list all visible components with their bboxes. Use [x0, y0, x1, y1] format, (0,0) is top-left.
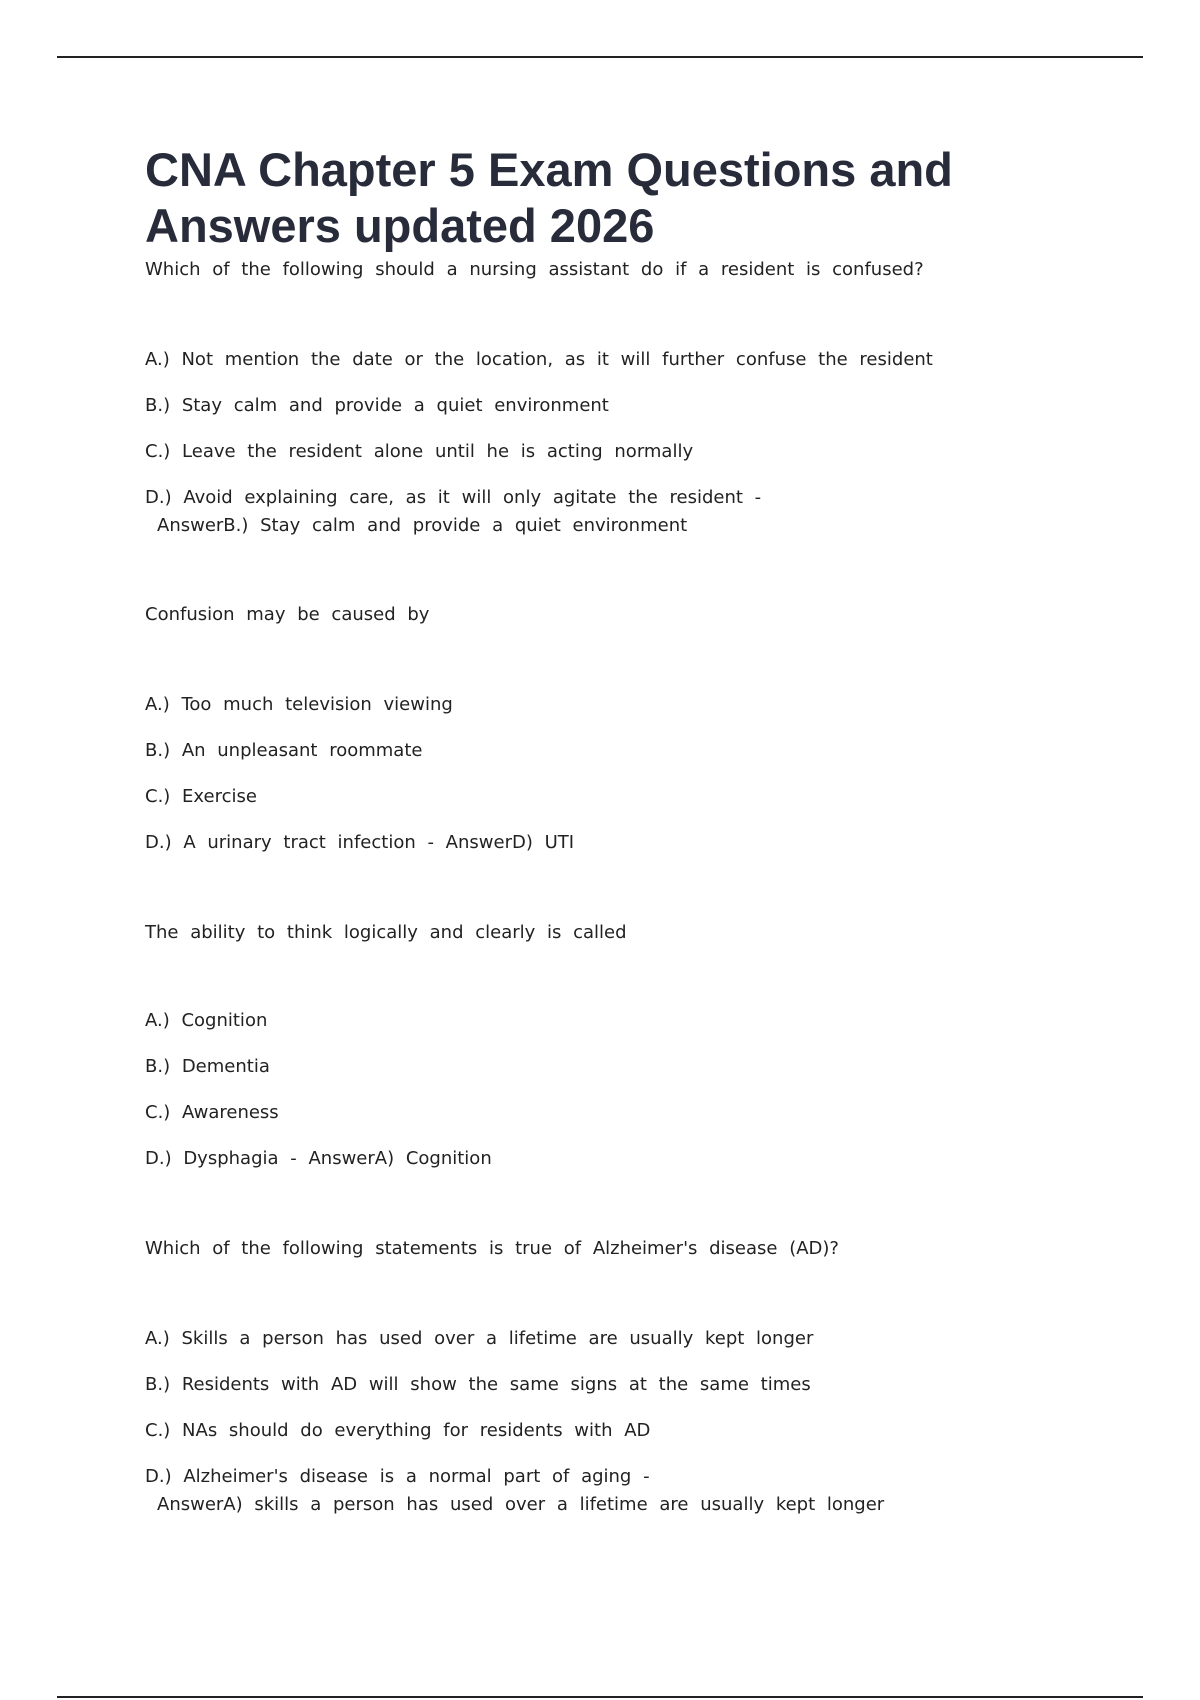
option-b: B.) Residents with AD will show the same signs at the same times	[145, 1374, 811, 1395]
answer-text: AnswerA) skills a person has used over a lifetime are usually kept longer	[157, 1494, 885, 1515]
option-d-text: D.) Alzheimer's disease is a normal part of aging -	[145, 1466, 650, 1487]
option-d: D.) A urinary tract infection - AnswerD) UTI	[145, 832, 575, 853]
option-a: A.) Too much television viewing	[145, 694, 453, 715]
bottom-rule	[57, 1696, 1143, 1698]
option-b: B.) Stay calm and provide a quiet environment	[145, 395, 609, 416]
option-a: A.) Not mention the date or the location, as it will further confuse the resident	[145, 349, 933, 370]
option-c: C.) NAs should do everything for residents with AD	[145, 1420, 651, 1441]
question-block	[145, 921, 1125, 1233]
option-c: C.) Awareness	[145, 1102, 279, 1123]
question-text: The ability to think logically and clearly is called	[145, 922, 627, 943]
question-block	[145, 258, 1125, 599]
option-c: C.) Exercise	[145, 786, 257, 807]
question-text: Confusion may be caused by	[145, 604, 430, 625]
document-title: CNA Chapter 5 Exam Questions and Answers updated 2026	[145, 143, 953, 252]
option-b: B.) An unpleasant roommate	[145, 740, 423, 761]
option-a: A.) Cognition	[145, 1010, 268, 1031]
question-text: Which of the following statements is true of Alzheimer's disease (AD)?	[145, 1238, 839, 1259]
option-d	[145, 486, 1125, 538]
option-b: B.) Dementia	[145, 1056, 270, 1077]
question-text: Which of the following should a nursing assistant do if a resident is confused?	[145, 259, 924, 280]
answer-text: AnswerB.) Stay calm and provide a quiet environment	[157, 515, 688, 536]
option-c: C.) Leave the resident alone until he is acting normally	[145, 441, 694, 462]
option-d-text: D.) Avoid explaining care, as it will only agitate the resident -	[145, 487, 762, 508]
top-rule	[57, 56, 1143, 58]
option-d	[145, 1465, 1125, 1517]
option-d: D.) Dysphagia - AnswerA) Cognition	[145, 1148, 492, 1169]
option-a: A.) Skills a person has used over a lifetime are usually kept longer	[145, 1328, 814, 1349]
question-block	[145, 1237, 1125, 1517]
document-content	[145, 142, 1125, 1517]
question-block	[145, 603, 1125, 917]
